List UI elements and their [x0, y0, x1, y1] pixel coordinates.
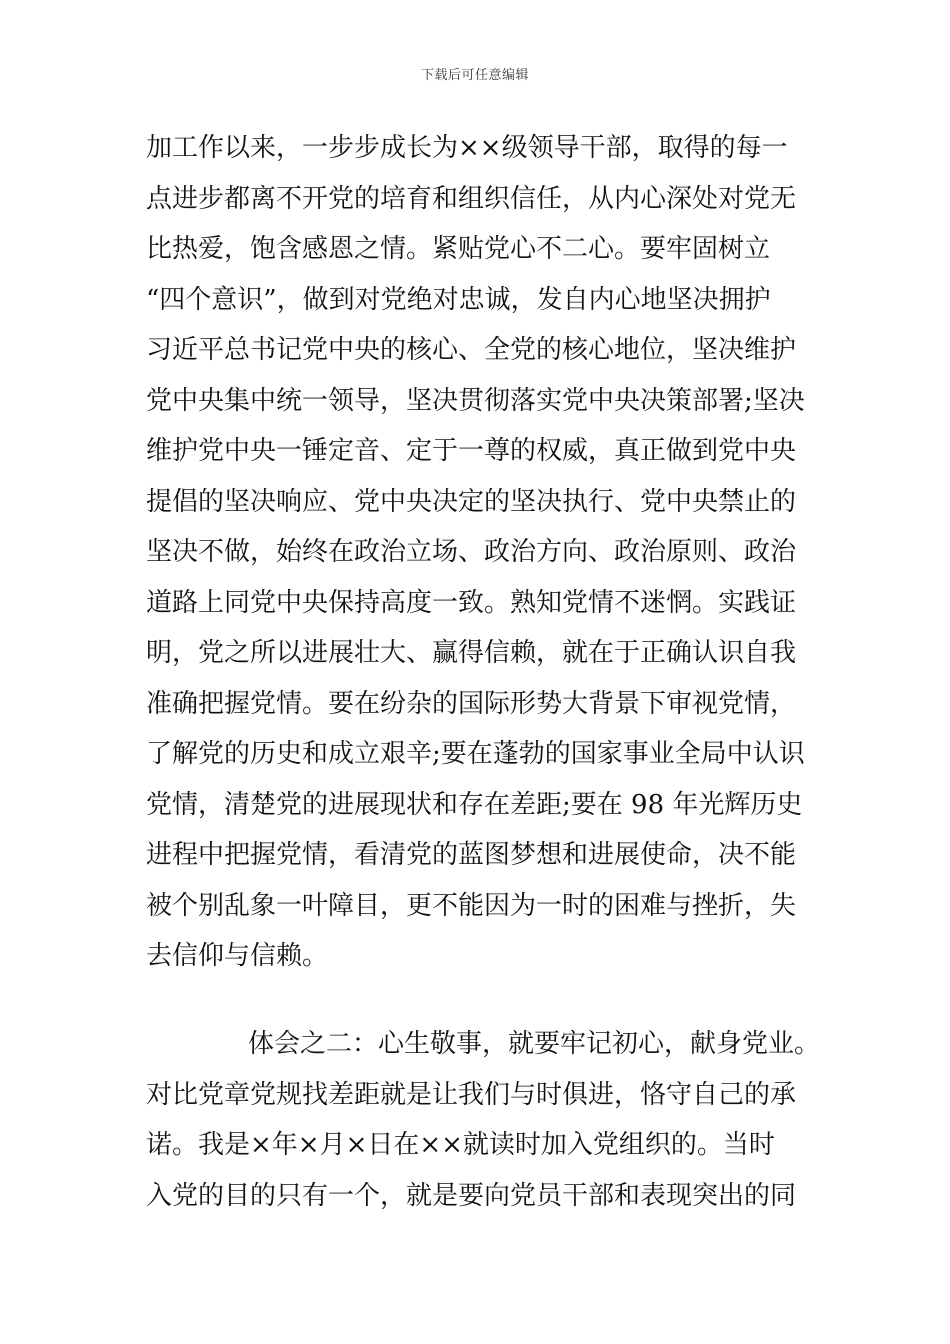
text-line: 坚决不做，始终在政治立场、政治方向、政治原则、政治: [146, 537, 797, 567]
text-line: 诺。我是×年×月×日在××就读时加入党组织的。当时: [146, 1130, 775, 1160]
text-line: 党情，清楚党的进展现状和存在差距;要在 98 年光辉历史: [146, 789, 803, 820]
text-line: 入党的目的只有一个，就是要向党员干部和表现突出的同: [146, 1180, 797, 1211]
text-line: “四个意识”，做到对党绝对忠诚，发自内心地坚决拥护: [146, 284, 771, 315]
text-line: 维护党中央一锤定音、定于一尊的权威，真正做到党中央: [146, 436, 797, 466]
text-line: 对比党章党规找差距就是让我们与时俱进，恪守自己的承: [146, 1079, 797, 1110]
text-line: 点进步都离不开党的培育和组织信任，从内心深处对党无: [146, 183, 797, 214]
paragraph-1: [146, 123, 811, 982]
text-line: 习近平总书记党中央的核心、全党的核心地位，坚决维护: [146, 335, 797, 365]
text-line: 道路上同党中央保持高度一致。熟知党情不迷惘。实践证: [146, 587, 797, 618]
text-line: 党中央集中统一领导，坚决贯彻落实党中央决策部署;坚决: [146, 385, 805, 416]
paragraph-2: [146, 1019, 821, 1221]
paragraph-heading-line: 体会之二：心生敬事，就要牢记初心，献身党业。: [248, 1029, 821, 1059]
text-line: 去信仰与信赖。: [146, 941, 329, 971]
page-header: 下载后可任意编辑: [420, 68, 529, 83]
text-line: 加工作以来，一步步成长为××级领导干部，取得的每一: [146, 133, 788, 163]
text-line: 准确把握党情。要在纷杂的国际形势大背景下审视党情，: [146, 688, 797, 719]
text-line: 进程中把握党情，看清党的蓝图梦想和进展使命，决不能: [146, 840, 797, 870]
text-line: 了解党的历史和成立艰辛;要在蓬勃的国家事业全局中认识: [146, 739, 805, 769]
text-line: 明，党之所以进展壮大、赢得信赖，就在于正确认识自我: [146, 638, 797, 668]
text-line: 比热爱，饱含感恩之情。紧贴党心不二心。要牢固树立: [146, 234, 771, 264]
text-line: 提倡的坚决响应、党中央决定的坚决执行、党中央禁止的: [146, 486, 797, 517]
text-line: 被个别乱象一叶障目，更不能因为一时的困难与挫折，失: [146, 890, 797, 921]
